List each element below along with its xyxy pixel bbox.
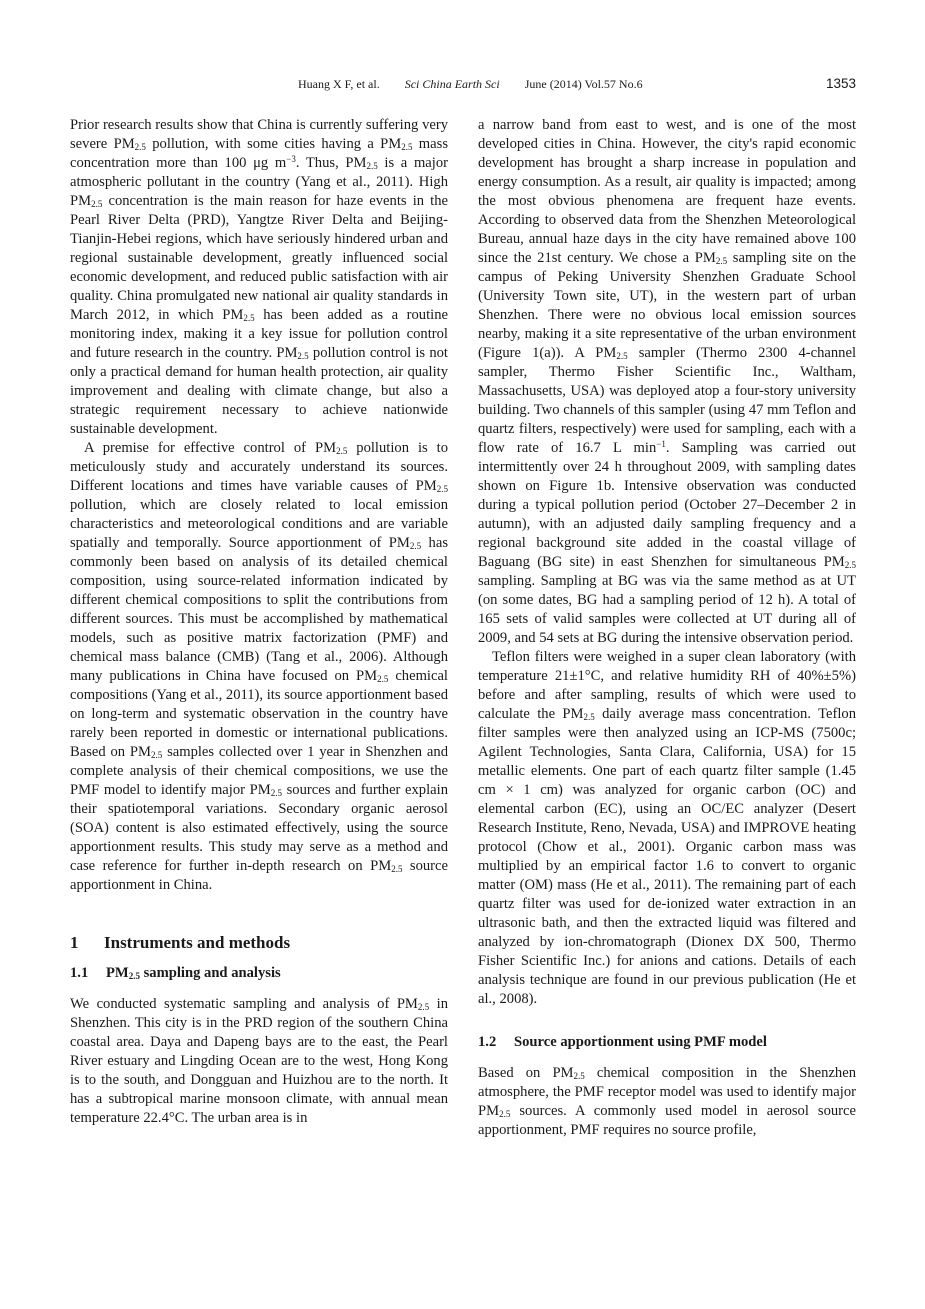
paragraph: Prior research results show that China is currently suffering very severe $PM_{2.5}$ pollution, with some cities having a $PM_{2.5}$ mass concentration more than 100 μg $m^{-3}$. Thus, $PM_{2.5}$ is a major atmospheric pollutant in the country (Yang et al., 2011). High $PM_{2.5}$ concentration is the main reason for haze events in the Pearl River Delta (PRD), Yangtze River Delta and Beijing-Tianjin-Hebei regions, which have seriously hindered urban and regional sustainable development, greatly influenced social economic development, and reduced public satisfaction with air quality. China promulgated new national air quality standards in March 2012, in which $PM_{2.5}$ has been added as a routine monitoring index, making it a key issue for pollution control and future research in the country. $PM_{2.5}$ pollution control is not only a practical demand for human health protection, air quality improvement and dealing with climate change, but also a strategic requirement necessary to achieve nationwide sustainable development. xyxy=(70,117,448,437)
section-title: Instruments and methods xyxy=(104,933,291,952)
header-authors: Huang X F, et al. xyxy=(298,77,380,91)
page-number: 1353 xyxy=(826,76,857,91)
subsection-heading xyxy=(478,1033,856,1052)
header-issue: June (2014) Vol.57 No.6 xyxy=(524,77,643,91)
subsection-title: Source apportionment using PMF model xyxy=(514,1034,767,1050)
subsection-number: 1.1 xyxy=(70,965,89,981)
subsection-heading xyxy=(70,964,448,983)
paragraph: We conducted systematic sampling and analysis of $PM_{2.5}$ in Shenzhen. This city is in the PRD region of the southern China coastal area. Daya and Dapeng bays are to the east, the Pearl River estuary and Lingding Ocean are to the west, Hong Kong is to the south, and Dongguan and Huizhou are to the north. It has a subtropical marine monsoon climate, with annual mean temperature 22.4°C. The urban area is in xyxy=(70,996,448,1126)
right-column xyxy=(478,116,856,1140)
left-column xyxy=(70,116,448,1128)
section-number: 1 xyxy=(70,933,79,952)
section-heading xyxy=(70,932,448,954)
paragraph: Teflon filters were weighed in a super clean laboratory (with temperature 21±1°C, and relative humidity RH of 40%±5%) before and after sampling, results of which were used to calculate the $PM_{2.5}$ daily average mass concentration. Teflon filter samples were then analyzed using an ICP-MS (7500c; Agilent Technologies, Santa Clara, California, USA) for 15 metallic elements. One part of each quartz filter sample (1.45 cm × 1 cm) was analyzed for organic carbon (OC) and elemental carbon (EC), using an OC/EC analyzer (Desert Research Institute, Reno, Nevada, USA) and IMPROVE heating protocol (Chow et al., 2001). Organic carbon mass was multiplied by an empirical factor 1.6 to convert to organic matter (OM) mass (He et al., 2011). The remaining part of each quartz filter was used for de-ionized water extraction in an ultrasonic bath, and then the extracted liquid was filtered and analyzed by ion-chromatograph (Dionex DX 500, Thermo Fisher Scientific Inc.) for anions and cations. Details of each analysis technique are found in our previous publication (He et al., 2008). xyxy=(478,649,856,1007)
header-journal: Sci China Earth Sci xyxy=(404,77,500,91)
subsection-title: $PM_{2.5}$ sampling and analysis xyxy=(106,965,281,981)
paragraph: A premise for effective control of $PM_{2.5}$ pollution is to meticulously study and accurately understand its sources. Different locations and times have variable causes of $PM_{2.5}$ pollution, which are closely related to local emission characteristics and meteorological conditions and are variable spatially and temporally. Source apportionment of $PM_{2.5}$ has commonly been based on analysis of its detailed chemical composition, using source-related information indicated by different chemical compositions to split the contributions from different sources. This must be accomplished by mathematical models, such as positive matrix factorization (PMF) and chemical mass balance (CMB) (Tang et al., 2006). Although many publications in China have focused on $PM_{2.5}$ chemical compositions (Yang et al., 2011), its source apportionment based on long-term and systematic observation in the country have rarely been reported in domestic or international publications. Based on $PM_{2.5}$ samples collected over 1 year in Shenzhen and complete analysis of their chemical compositions, we use the PMF model to identify major $PM_{2.5}$ sources and further explain their spatiotemporal variations. Secondary organic aerosol (SOA) content is also estimated effectively, using the source apportionment results. This study may serve as a method and case reference for further in-depth research on $PM_{2.5}$ source apportionment in China. xyxy=(70,440,449,893)
running-header xyxy=(298,77,665,92)
subsection-number: 1.2 xyxy=(478,1034,497,1050)
paragraph: Based on $PM_{2.5}$ chemical composition in the Shenzhen atmosphere, the PMF receptor model was used to identify major $PM_{2.5}$ sources. A commonly used model in aerosol source apportionment, PMF requires no source profile, xyxy=(478,1065,857,1138)
paragraph: a narrow band from east to west, and is one of the most developed cities in China. However, the city's rapid economic development has brought a sharp increase in population and energy consumption. As a result, air quality is impacted; among the most obvious phenomena are frequent haze events. According to observed data from the Shenzhen Meteorological Bureau, annual haze days in the city have remained above 100 since the 21st century. We chose a $PM_{2.5}$ sampling site on the campus of Peking University Shenzhen Graduate School (University Town site, UT), in the western part of urban Shenzhen. There were no obvious local emission sources nearby, making it a site representative of the urban environment (Figure 1(a)). A $PM_{2.5}$ sampler (Thermo 2300 4-channel sampler, Thermo Fisher Scientific Inc., Waltham, Massachusetts, USA) was deployed atop a four-story university building. Two channels of this sampler (using 47 mm Teflon and quartz filters, respectively) were used for sampling, each with a flow rate of 16.7 L $\min^{-1}$. Sampling was carried out intermittently over 24 h throughout 2009, with sampling dates shown on Figure 1b. Intensive observation was conducted during a typical pollution period (October 27–December 2 in autumn), with an adjusted daily sampling frequency and a regional background site added in the coastal village of Baguang (BG site) in east Shenzhen for simultaneous $PM_{2.5}$ sampling. Sampling at BG was via the same method as at UT (on some dates, BG had a sampling period of 12 h). A total of 165 sets of valid samples were collected at UT during all of 2009, and 54 sets at BG during the intensive observation period. xyxy=(478,117,856,646)
